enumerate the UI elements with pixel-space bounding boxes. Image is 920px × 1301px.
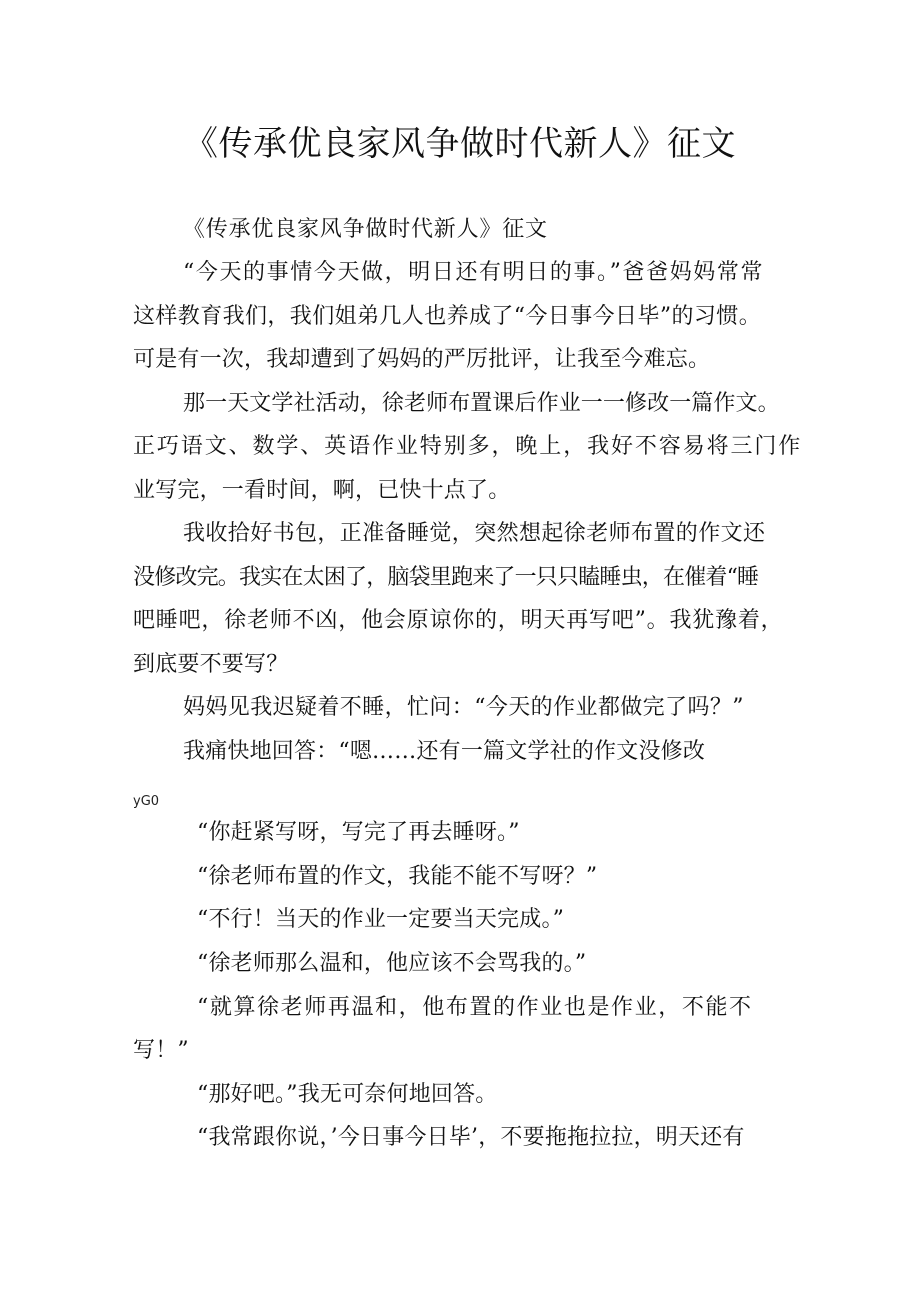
page-stamp: yG0 — [133, 794, 160, 809]
dialogue-line: “徐老师布置的作文，我能不能不写呀？” — [197, 864, 598, 889]
paragraph-line: 那一天文学社活动，徐老师布置课后作业一一修改一篇作文。 — [183, 391, 780, 416]
paragraph-line: 吧睡吧，徐老师不凶，他会原谅你的，明天再写吧”。我犹豫着， — [133, 608, 784, 633]
dialogue-line: 写！” — [133, 1038, 189, 1063]
dialogue-line: “你赶紧写呀，写完了再去睡呀。” — [197, 820, 520, 845]
document-title: 《传承优良家风争做时代新人》征文 — [184, 124, 736, 164]
paragraph-line: 我收拾好书包，正准备睡觉，突然想起徐老师布置的作文还 — [183, 521, 766, 546]
paragraph-line: 正巧语文、数学、英语作业特别多，晚上，我好不容易将三门作 — [133, 434, 803, 459]
paragraph-line: 可是有一次，我却遭到了妈妈的严厉批评，让我至今难忘。 — [133, 347, 711, 372]
dialogue-line: “我常跟你说，’今日事今日毕’，不要拖拖拉拉，明天还有 — [197, 1125, 745, 1150]
paragraph-line: 没修改完。我实在太困了，脑袋里跑来了一只只瞌睡虫，在催着“睡 — [133, 565, 759, 590]
paragraph-line: 这样教育我们，我们姐弟几人也养成了“今日事今日毕”的习惯。 — [133, 304, 762, 329]
paragraph-line: 业写完，一看时间，啊，已快十点了。 — [133, 478, 511, 503]
paragraph-line: 到底要不要写？ — [133, 652, 289, 677]
paragraph-line: 我痛快地回答：“嗯……还有一篇文学社的作文没修改 — [183, 739, 706, 764]
dialogue-line: “不行！当天的作业一定要当天完成。” — [197, 907, 565, 932]
paragraph-line: “今天的事情今天做，明日还有明日的事。”爸爸妈妈常常 — [183, 260, 765, 285]
paragraph-line: 妈妈见我迟疑着不睡，忙问：“今天的作业都做完了吗？” — [183, 695, 744, 720]
dialogue-line: “徐老师那么温和，他应该不会骂我的。” — [197, 951, 587, 976]
dialogue-line: “就算徐老师再温和，他布置的作业也是作业，不能不 — [197, 995, 753, 1020]
subtitle-line: 《传承优良家风争做时代新人》征文 — [183, 217, 548, 242]
dialogue-line: “那好吧。”我无可奈何地回答。 — [197, 1082, 498, 1107]
